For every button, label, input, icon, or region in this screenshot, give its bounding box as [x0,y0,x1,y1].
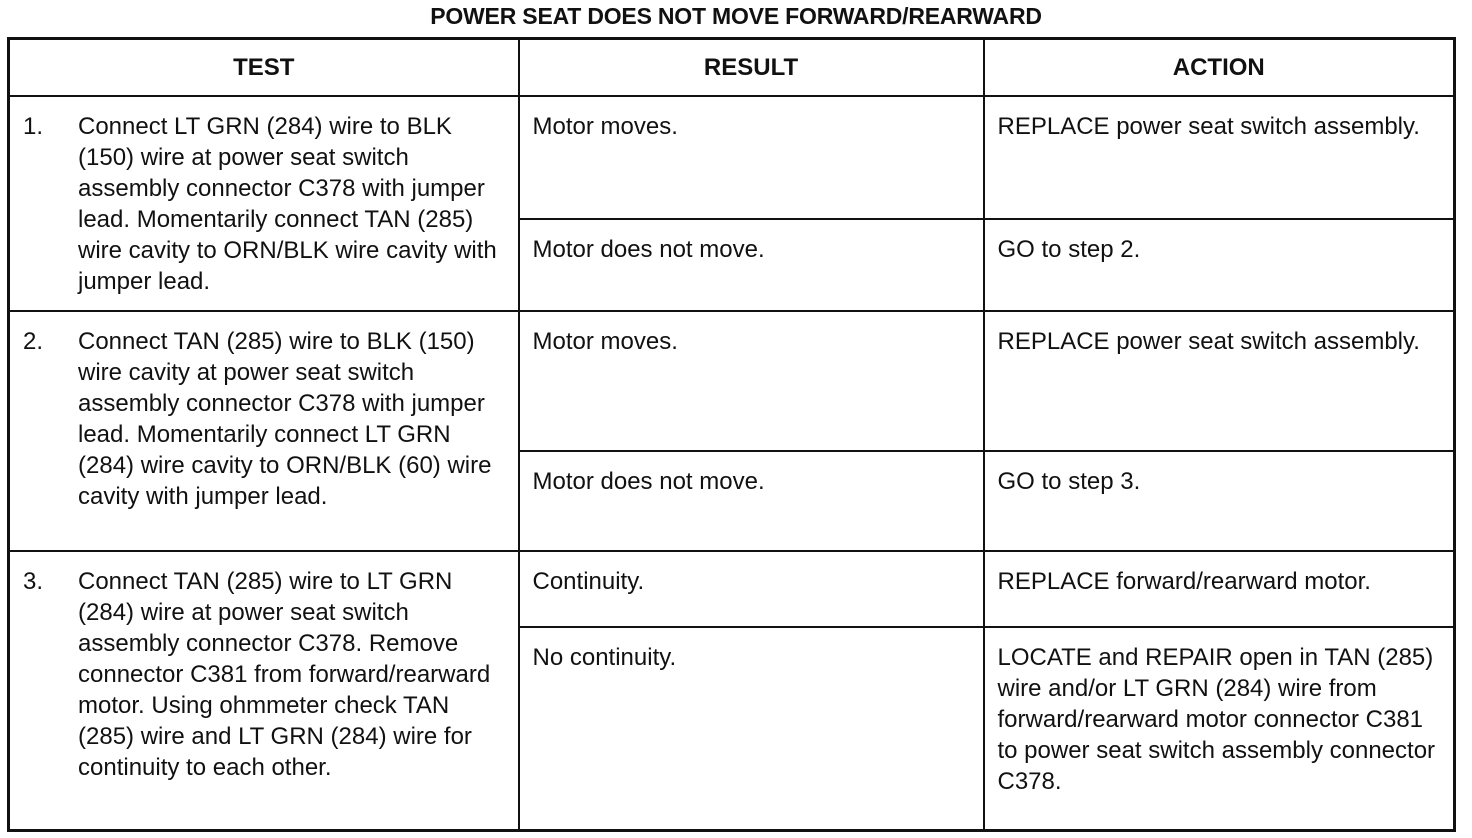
step-number: 3. [23,568,44,595]
header-result: RESULT [519,39,984,97]
action-cell: REPLACE forward/rearward motor. [984,551,1455,627]
test-cell [9,551,519,831]
header-action: ACTION [984,39,1455,97]
result-cell: Continuity. [519,551,984,627]
test-text: Connect TAN (285) wire to LT GRN (284) wire at power seat switch assembly connector C378. Remove connector C381 from forward/rearward motor. Using ohmmeter check TAN (285) wire and LT GRN (284) wire for continuity to each other. [78,568,491,781]
table-row [9,311,1455,451]
table-row [9,551,1455,627]
test-text: Connect TAN (285) wire to BLK (150) wire cavity at power seat switch assembly connector C378 with jumper lead. Momentarily connect LT GRN (284) wire cavity to ORN/BLK (60) wire cavity with jumper lead. [78,328,492,510]
action-cell: GO to step 3. [984,451,1455,551]
result-cell: Motor does not move. [519,451,984,551]
step-number: 1. [23,113,44,140]
table-row [9,96,1455,219]
action-cell: LOCATE and REPAIR open in TAN (285) wire and/or LT GRN (284) wire from forward/rearward motor connector C381 to power seat switch assembly connector C378. [984,627,1455,831]
header-row [9,39,1455,97]
page-title: POWER SEAT DOES NOT MOVE FORWARD/REARWARD [430,3,1042,29]
test-cell [9,96,519,311]
result-cell: No continuity. [519,627,984,831]
test-text: Connect LT GRN (284) wire to BLK (150) wire at power seat switch assembly connector C378 with jumper lead. Momentarily connect TAN (285) wire cavity to ORN/BLK wire cavity with jumper lead. [78,113,497,295]
action-cell: GO to step 2. [984,219,1455,311]
result-cell: Motor moves. [519,311,984,451]
action-cell: REPLACE power seat switch assembly. [984,311,1455,451]
test-cell [9,311,519,551]
header-test: TEST [9,39,519,97]
result-cell: Motor does not move. [519,219,984,311]
step-number: 2. [23,328,44,355]
result-cell: Motor moves. [519,96,984,219]
diagnostic-table [7,37,1456,832]
action-cell: REPLACE power seat switch assembly. [984,96,1455,219]
